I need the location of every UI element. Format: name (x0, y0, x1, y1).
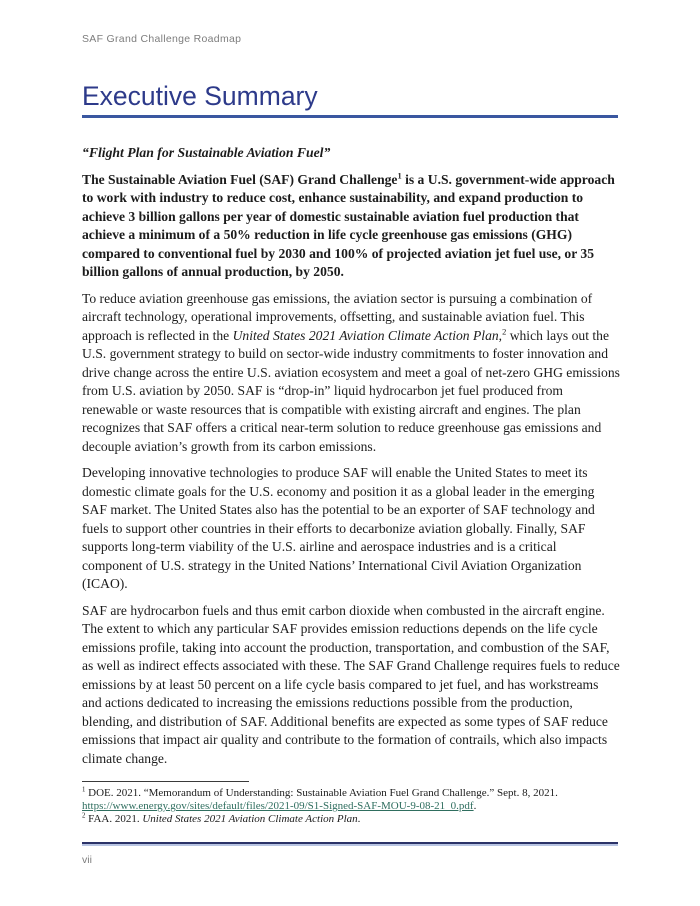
page-footer (82, 842, 618, 866)
text-run: , (498, 327, 503, 343)
footnote-1 (82, 787, 620, 813)
footer-rule-light (82, 844, 618, 846)
text-run: United States 2021 Aviation Climate Action Plan (232, 327, 499, 343)
text-run: FAA. 2021. (85, 813, 143, 826)
text-run: . (357, 813, 361, 826)
text-run: United States 2021 Aviation Climate Action Plan (142, 813, 358, 826)
running-header: SAF Grand Challenge Roadmap (82, 33, 242, 45)
text-run: 2 (82, 812, 86, 820)
text-run: SAF are hydrocarbon fuels and thus emit carbon dioxide when combusted in the aircraft engine. The extent to which any particular SAF provides emission reductions depends on the life cycle emissions profile, taking into account the production, transportation, and combustion of the SAF, as well as indirect effects associated with these. The SAF Grand Challenge requires fuels to reduce emissions by at least 50 percent on a life cycle basis compared to jet fuel, and has workstreams and actions dedicated to increasing the emissions reductions possible from the production, blending, and distribution of SAF. Additional benefits are expected as some types of SAF reduce emissions that impact air quality and contribute to the formation of contrails, which also impacts climate change. (82, 602, 620, 766)
footnote-2 (82, 813, 620, 826)
text-run: To reduce aviation greenhouse gas emissions, the aviation sector is pursuing a combination of aircraft technology, operational improvements, offsetting, and sustainable aviation fuel. This approach is reflected in the (82, 290, 593, 343)
title-underline-rule (82, 115, 618, 118)
text-run: 1 (82, 786, 86, 794)
footnote-url-link[interactable]: https://www.energy.gov/sites/default/files/2021-09/S1-Signed-SAF-MOU-9-08-21_0.pdf (82, 800, 474, 813)
text-run: The Sustainable Aviation Fuel (SAF) Grand Challenge (82, 171, 398, 187)
page-number: vii (82, 854, 92, 867)
text-run: DOE. 2021. “Memorandum of Understanding: Sustainable Aviation Fuel Grand Challenge.” Sept. 8, 2021. (85, 787, 558, 800)
text-run: which lays out the U.S. government strategy to build on sector-wide industry commitments to foster innovation and drive change across the entire U.S. aviation ecosystem and meet a goal of net-zero GHG emissions from U.S. aviation by 2050. SAF is “drop-in” liquid hydrocarbon jet fuel produced from renewable or waste resources that is compatible with existing aircraft and engines. The plan recognizes that SAF offers a critical near-term solution to reduce greenhouse gas emissions and decouple aviation’s growth from its carbon emissions. (82, 327, 620, 454)
footnote-separator-rule (82, 781, 249, 782)
quote-line: “Flight Plan for Sustainable Aviation Fuel” (82, 144, 331, 160)
paragraph-3 (82, 464, 620, 594)
text-run: Developing innovative technologies to produce SAF will enable the United States to meet its domestic climate goals for the U.S. economy and position it as a global leader in the emerging SAF market. The United States also has the potential to be an exporter of SAF technology and fuels to support other countries in their efforts to decarbonize aviation globally. Finally, SAF supports long-term viability of the U.S. airline and aerospace industries and is a critical component of U.S. strategy in the United Nations’ International Civil Aviation Organization (ICAO). (82, 465, 595, 592)
text-run: 2 (502, 326, 507, 337)
paragraph-2 (82, 290, 620, 457)
text-run: 1 (397, 170, 402, 181)
paragraph-4 (82, 602, 620, 769)
text-run: . (473, 800, 477, 813)
paragraph-1 (82, 171, 620, 282)
text-run: is a U.S. government-wide approach to work with industry to reduce cost, enhance sustainability, and expand production to achieve 3 billion gallons per year of domestic sustainable aviation fuel production that achieve a minimum of a 50% reduction in life cycle greenhouse gas emissions (GHG) compared to conventional fuel by 2030 and 100% of projected aviation jet fuel use, or 35 billion gallons of annual production, by 2050. (82, 171, 615, 280)
page-title: Executive Summary (82, 81, 318, 111)
